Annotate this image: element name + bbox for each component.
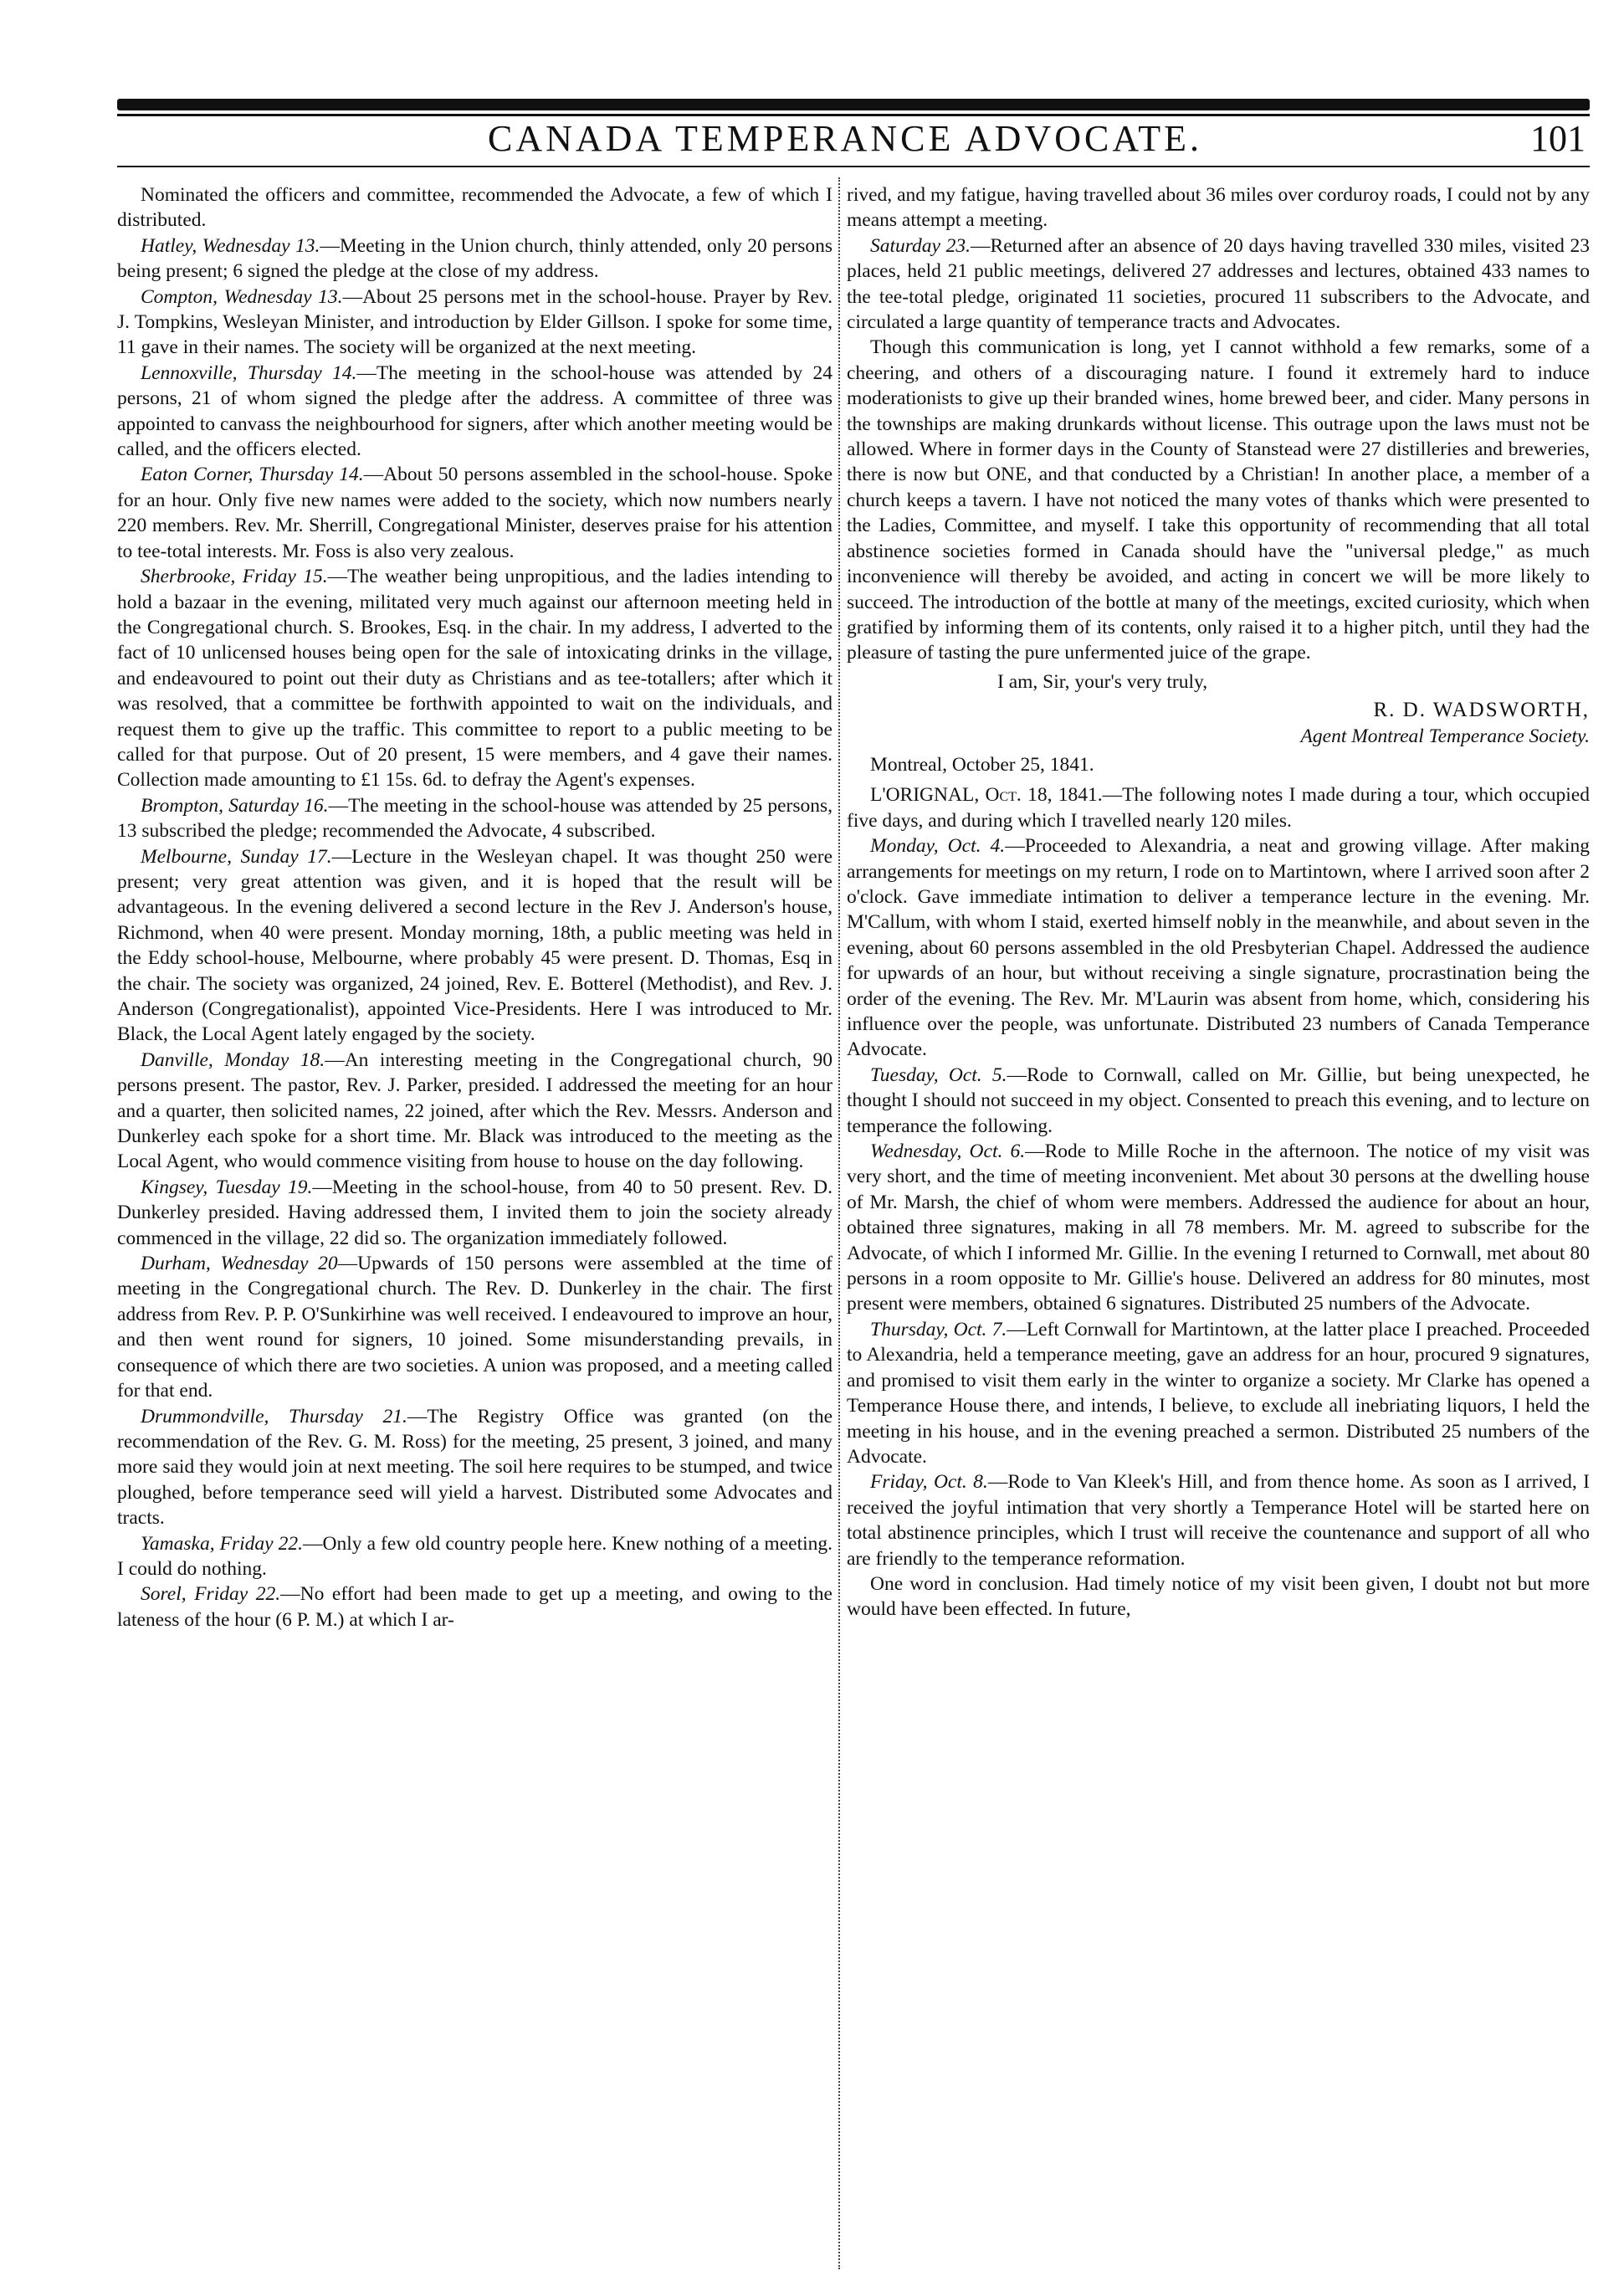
paragraph: [117, 462, 832, 564]
paragraph: [117, 1175, 832, 1251]
entry-heading: Yamaska, Friday 22.: [141, 1532, 304, 1555]
entry-text: —Meeting in the school-house, from 40 to 50 present. Rev. D. Dunkerley presided. Having addressed them, I invited them to join the society already commenced in the village, 22 did so. The organization immediately followed.: [117, 1176, 832, 1249]
top-thin-rule: [117, 114, 1590, 116]
entry-heading: Sorel, Friday 22.: [141, 1583, 281, 1606]
paragraph: [117, 564, 832, 793]
paragraph: [117, 1048, 832, 1175]
letter-dateline: Montreal, October 25, 1841.: [870, 753, 1094, 776]
entry-heading: Eaton Corner, Thursday 14.: [141, 464, 364, 486]
entry-text: —About 50 persons assembled in the school-house. Spoke for an hour. Only five new names were added to the society, which now numbers nearly 220 members. Rev. Mr. Sherrill, Congregational Minister, deserves praise for his attention to tee-total interests. Mr. Foss is also very zealous.: [117, 464, 832, 562]
entry-text: —Left Cornwall for Martintown, at the latter place I preached. Proceeded to Alexandria, held a temperance meeting, gave an address for an hour, procured 9 signatures, and promised to visit them early in the winter to organize a society. Mr Clarke has opened a Temperance House there, and intends, I believe, to exclude all inebriating liquors, I held the meeting in his house, and in the evening preached a sermon. Distributed 25 numbers of the Advocate.: [847, 1318, 1590, 1468]
entry-text: —Returned after an absence of 20 days having travelled 330 miles, visited 23 places, held 21 public meetings, delivered 27 addresses and lectures, obtained 433 names to the tee-total pledge, originated 11 societies, procured 11 subscribers to the Advocate, and circulated a large quantity of temperance tracts and Advocates.: [847, 234, 1590, 334]
entry-text: rived, and my fatigue, having travelled about 36 miles over corduroy roads, I could not by any means attempt a meeting.: [847, 184, 1590, 232]
entry-text: —Lecture in the Wesleyan chapel. It was thought 250 were present; very great attention was given, and it is hoped that the result will be advantageous. In the evening delivered a second lecture in the Rev J. Anderson's house, Richmond, when 40 were present. Monday morning, 18th, a public meeting was held in the Eddy school-house, Melbourne, where probably 45 were present. D. Thomas, Esq in the chair. The society was organized, 24 joined, Rev. E. Botterel (Methodist), and Rev. J. Anderson (Congregationalist), appointed Vice-Presidents. Here I was introduced to Mr. Black, the Local Agent lately engaged by the society.: [117, 845, 832, 1046]
paragraph: [117, 1581, 832, 1632]
paragraph: [847, 1139, 1590, 1317]
entry-heading: Thursday, Oct. 7.: [870, 1318, 1007, 1340]
letter-signature: R. D. WADSWORTH,: [1373, 699, 1590, 722]
entry-text: —No effort had been made to get up a meeting, and owing to the lateness of the hour (6 P. M.) at which I ar-: [117, 1583, 832, 1631]
entry-text: —Rode to Van Kleek's Hill, and from thence home. As soon as I arrived, I received the joyful intimation that very shortly a Temperance Hotel will be started here on total abstinence principles, which I trust will receive the countenance and support of all who are friendly to the temperance reformation.: [847, 1471, 1590, 1570]
paragraph: [117, 233, 832, 284]
entry-text: —Proceeded to Alexandria, a neat and growing village. After making arrangements for meetings on my return, I rode on to Martintown, where I arrived soon after 2 o'clock. Gave immediate intimation to deliver a temperance lecture in the evening. Mr. M'Callum, with whom I staid, exerted himself nobly in the meanwhile, and about seven in the evening, about 60 persons assembled in the old Presbyterian Chapel. Addressed the audience for upwards of an hour, but without receiving a single signature, procrastination being the order of the evening. The Rev. Mr. M'Laurin was absent from home, which, considering his influence over the people, was unfortunate. Distributed 23 numbers of Canada Temperance Advocate.: [847, 835, 1590, 1061]
entry-text: —The Registry Office was granted (on the recommendation of the Rev. G. M. Ross) for the meeting, 25 present, 3 joined, and many more said they would join at next meeting. The soil here requires to be stumped, and twice ploughed, before temperance seed will yield a harvest. Distributed some Advocates and tracts.: [117, 1405, 833, 1530]
entry-text: One word in conclusion. Had timely notice of my visit been given, I doubt not but more would have been effected. In future,: [847, 1572, 1590, 1621]
paragraph: [847, 182, 1590, 233]
entry-heading: Tuesday, Oct. 5.: [870, 1064, 1007, 1086]
paragraph: [847, 833, 1590, 1063]
entry-text: —Upwards of 150 persons were assembled at the time of meeting in the Congregational church. The Rev. D. Dunkerley in the chair. The first address from Rev. P. P. O'Sunkirhine was well received. I endeavoured to improve an hour, and then went round for signers, 10 joined. Some misunderstanding prevails, in consequence of which there are two societies. A union was proposed, and a meeting called for that end.: [117, 1253, 832, 1402]
page-number: 101: [1530, 118, 1586, 159]
entry-heading: Monday, Oct. 4.: [870, 835, 1006, 858]
entry-heading: Kingsey, Tuesday 19.: [141, 1176, 313, 1198]
entry-text: —Rode to Mille Roche in the afternoon. The notice of my visit was very short, and the time of meeting inconvenient. Met about 30 persons at the dwelling house of Mr. Marsh, the chief of whom were members. Addressed the audience for about an hour, obtained three signatures, making in all 78 members. Mr. M. agreed to subscribe for the Advocate, of which I informed Mr. Gillie. In the evening I returned to Cornwall, met about 80 persons in a room opposite to Mr. Gillie's house. Delivered an address for 80 minutes, most present were members, obtained 6 signatures. Distributed 25 numbers of the Advocate.: [847, 1140, 1590, 1315]
letter-signature-role: Agent Montreal Temperance Society.: [1300, 725, 1590, 747]
paragraph: [847, 1317, 1590, 1469]
paragraph: [847, 1063, 1590, 1139]
entry-text: —About 25 persons met in the school-house. Prayer by Rev. J. Tompkins, Wesleyan Minister, and introduction by Elder Gillson. I spoke for some time, 11 gave in their names. The society will be organized at the next meeting.: [117, 285, 832, 359]
paragraph: [847, 1571, 1590, 1622]
paragraph: [117, 1404, 832, 1531]
entry-heading: Hatley, Wednesday 13.: [141, 234, 320, 257]
paragraph: [117, 1531, 832, 1582]
entry-text: —The meeting in the school-house was attended by 25 persons, 13 subscribed the pledge; recommended the Advocate, 4 subscribed.: [117, 794, 832, 843]
paragraph: [117, 182, 832, 233]
entry-heading: Melbourne, Sunday 17.: [141, 845, 332, 868]
entry-text: —The meeting in the school-house was attended by 24 persons, 21 of whom signed the pledge after the address. A committee of three was appointed to canvass the neighbourhood for signers, after which another meeting would be called, and the officers elected.: [117, 361, 833, 461]
entry-heading: Compton, Wednesday 13.: [141, 285, 343, 308]
entry-heading: L'ORIGNAL, Oct. 18, 1841.: [870, 784, 1103, 807]
entry-heading: Friday, Oct. 8.: [870, 1471, 988, 1494]
letter-sign-off: I am, Sir, your's very truly,: [997, 670, 1208, 693]
entry-heading: Saturday 23.: [870, 234, 971, 257]
paragraph: [847, 1469, 1590, 1571]
entry-heading: Lennoxville, Thursday 14.: [141, 361, 357, 384]
paragraph: [117, 844, 832, 1048]
entry-text: —Only a few old country people here. Knew nothing of a meeting. I could do nothing.: [117, 1532, 833, 1580]
entry-heading: Danville, Monday 18.: [141, 1048, 325, 1071]
right-column-second-letter: [847, 782, 1590, 1622]
entry-text: —Rode to Cornwall, called on Mr. Gillie, but being unexpected, he thought I should not succeed in my object. Consented to preach this evening, and to lecture on temperance the following.: [847, 1064, 1590, 1137]
entry-text: —An interesting meeting in the Congregational church, 90 persons present. The pastor, Rev. J. Parker, presided. I addressed the meeting for an hour and a quarter, then solicited names, 22 joined, after which the Rev. Messrs. Anderson and Dunkerley each spoke for a short time. Mr. Black was introduced to the meeting as the Local Agent, who would commence visiting from house to house on the day following.: [117, 1048, 832, 1173]
header-rule: [117, 166, 1590, 167]
entry-text: Though this communication is long, yet I cannot withhold a few remarks, some of a cheering, and others of a discouraging nature. I found it extremely hard to induce moderationists to give up their branded wines, home brewed beer, and cider. Many persons in the townships are making drunkards without license. This outrage upon the laws must not be allowed. Where in former days in the County of Stanstead were 27 distilleries and breweries, there is now but ONE, and that conducted by a Christian! In another place, a member of a church keeps a tavern. I have not noticed the many votes of thanks which were presented to the Ladies, Committee, and myself. I take this opportunity of recommending that all total abstinence societies formed in Canada should have the "universal pledge," as much inconvenience will thereby be avoided, and acting in concert we will be more likely to succeed. The introduction of the bottle at many of the meetings, excited curiosity, which when gratified by informing them of its contents, only raised it to a higher pitch, until they had the pleasure of tasting the pure unfermented juice of the grape.: [847, 336, 1590, 664]
entry-heading: Drummondville, Thursday 21.: [141, 1405, 407, 1427]
entry-heading: Sherbrooke, Friday 15.: [141, 566, 328, 588]
right-column-intro: [847, 182, 1590, 666]
paragraph: [847, 782, 1590, 833]
paragraph: [117, 793, 832, 844]
left-column: [117, 182, 832, 1632]
paragraph: [117, 284, 832, 361]
entry-heading: Wednesday, Oct. 6.: [870, 1140, 1026, 1163]
entry-text: —The following notes I made during a tour, which occupied five days, and during which I travelled nearly 120 miles.: [847, 784, 1590, 832]
entry-text: —Meeting in the Union church, thinly attended, only 20 persons being present; 6 signed the pledge at the close of my address.: [117, 234, 832, 283]
paragraph: [847, 233, 1590, 336]
paragraph: [847, 335, 1590, 665]
column-divider: [838, 177, 841, 2269]
entry-text: Nominated the officers and committee, recommended the Advocate, a few of which I distributed.: [117, 184, 832, 232]
entry-heading: Durham, Wednesday 20: [141, 1253, 338, 1275]
paragraph: [117, 361, 832, 463]
running-head-title: CANADA TEMPERANCE ADVOCATE.: [487, 118, 1203, 159]
entry-heading: Brompton, Saturday 16.: [141, 794, 329, 817]
right-column: [847, 182, 1590, 1622]
entry-text: —The weather being unpropitious, and the ladies intending to hold a bazaar in the evening, militated very much against our afternoon meeting held in the Congregational church. S. Brookes, Esq. in the chair. In my address, I adverted to the fact of 10 unlicensed houses being open for the sale of intoxicating drinks in the village, and endeavoured to point out their duty as Christians and as tee-totallers; after which it was resolved, that a committee be forthwith appointed to wait on the individuals, and request them to give up the traffic. This committee to report to a public meeting to be called for that purpose. Out of 20 present, 15 were members, and 4 gave their names. Collection made amounting to £1 15s. 6d. to defray the Agent's expenses.: [117, 566, 832, 792]
paragraph: [117, 1251, 832, 1403]
top-decorative-rule: [117, 99, 1590, 110]
